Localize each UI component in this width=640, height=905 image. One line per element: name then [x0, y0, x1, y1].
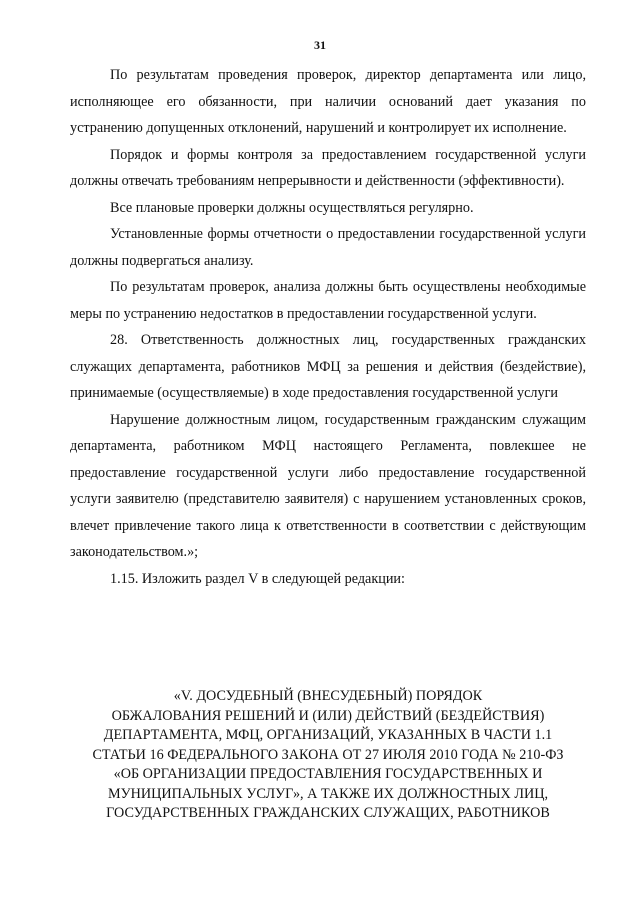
paragraph-control-forms: Порядок и формы контроля за предоставлением государственной услуги должны отвечать требованиям непрерывности и действенности (эффективности). [70, 146, 586, 189]
heading-line: МУНИЦИПАЛЬНЫХ УСЛУГ», А ТАКЖЕ ИХ ДОЛЖНОСТНЫХ ЛИЦ, [107, 785, 548, 802]
body-text [70, 62, 586, 592]
paragraph-section-28-title: 28. Ответственность должностных лиц, государственных гражданских служащих департамента, работников МФЦ за решения и действия (бездействие), принимаемые (осуществляемые) в ходе предоставления государственной услуги [70, 332, 586, 401]
paragraph-amendment-1-15: 1.15. Изложить раздел V в следующей редакции: [110, 570, 405, 587]
heading-line: ГОСУДАРСТВЕННЫХ ГРАЖДАНСКИХ СЛУЖАЩИХ, РАБОТНИКОВ [106, 805, 550, 821]
paragraph-violation: Нарушение должностным лицом, государственным гражданским служащим департамента, работником МФЦ настоящего Регламента, повлекшее не предоставление государственной услуги либо предоставление государственной услуги заявителю (представителю заявителя) с нарушением установленных сроков, влечет привлечение такого лица к ответственности в соответствии с действующим законодательством.»; [70, 411, 586, 560]
heading-line: «ОБ ОРГАНИЗАЦИИ ПРЕДОСТАВЛЕНИЯ ГОСУДАРСТВЕННЫХ И [113, 766, 543, 782]
paragraph-planned-checks: Все плановые проверки должны осуществляться регулярно. [110, 199, 474, 216]
heading-line: «V. ДОСУДЕБНЫЙ (ВНЕСУДЕБНЫЙ) ПОРЯДОК [173, 688, 483, 704]
heading-line: СТАТЬИ 16 ФЕДЕРАЛЬНОГО ЗАКОНА ОТ 27 ИЮЛЯ 2010 ГОДА № 210-ФЗ [92, 746, 564, 763]
page-number: 31 [314, 38, 326, 52]
heading-line: ДЕПАРТАМЕНТА, МФЦ, ОРГАНИЗАЦИЙ, УКАЗАННЫХ В ЧАСТИ 1.1 [103, 727, 553, 743]
paragraph-inspection-results: По результатам проведения проверок, директор департамента или лицо, исполняющее его обязанности, при наличии оснований дает указания по устранению допущенных отклонений, нарушений и контролирует их исполнение. [70, 67, 586, 136]
paragraph-reporting-forms: Установленные формы отчетности о предоставлении государственной услуги должны подвергаться анализу. [70, 226, 586, 269]
section-v-heading [70, 687, 586, 824]
heading-line: ОБЖАЛОВАНИЯ РЕШЕНИЙ И (ИЛИ) ДЕЙСТВИЙ (БЕЗДЕЙСТВИЯ) [111, 707, 545, 724]
paragraph-measures: По результатам проверок, анализа должны быть осуществлены необходимые меры по устранению недостатков в предоставлении государственной услуги. [70, 279, 586, 322]
